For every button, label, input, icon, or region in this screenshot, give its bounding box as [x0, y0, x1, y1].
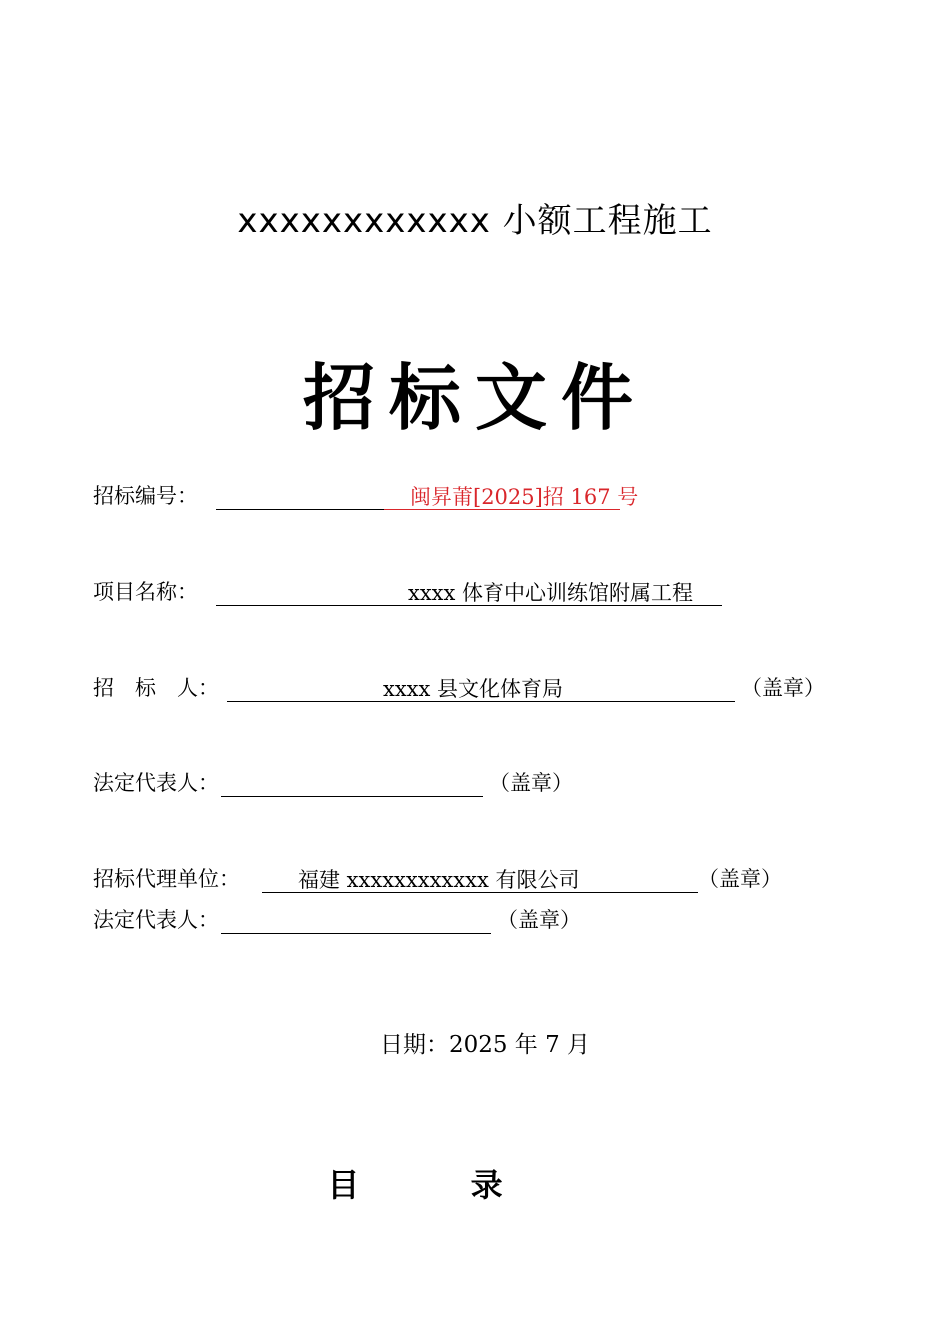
tenderer-value: xxxx 县文化体育局: [383, 677, 564, 701]
document-date: 日期：2025 年 7 月: [379, 1032, 591, 1058]
legal-rep-row-1: [93, 767, 573, 797]
legal-rep-seal-2: （盖章）: [497, 908, 581, 932]
document-title: 招标文件: [302, 356, 647, 440]
agency-field: [262, 868, 698, 893]
agency-label: 招标代理单位：: [93, 867, 240, 891]
legal-rep-seal-1: （盖章）: [489, 771, 573, 795]
project-name-label: 项目名称：: [93, 580, 198, 604]
tenderer-label: 招 标 人：: [93, 676, 219, 700]
toc-heading: 目 录: [327, 1166, 553, 1204]
legal-rep-label-1: 法定代表人：: [93, 771, 219, 795]
legal-rep-field-1: [221, 772, 483, 797]
bid-number-blank: [216, 485, 384, 510]
project-subtitle: xxxxxxxxxxxx 小额工程施工: [237, 201, 713, 241]
legal-rep-field-2: [221, 909, 491, 934]
bid-number-label: 招标编号：: [93, 484, 198, 508]
project-name-value: xxxx 体育中心训练馆附属工程: [408, 581, 694, 605]
bid-number-field: [384, 485, 639, 510]
bid-number-value: 闽昇莆[2025]招 167 号: [410, 485, 639, 509]
project-name-field: [216, 581, 722, 606]
tenderer-seal: （盖章）: [741, 676, 825, 700]
legal-rep-label-2: 法定代表人：: [93, 908, 219, 932]
project-name-row: [93, 576, 722, 606]
agency-seal: （盖章）: [698, 867, 782, 891]
agency-row: [93, 863, 782, 893]
bid-number-row: [93, 480, 639, 510]
agency-value: 福建 xxxxxxxxxxxx 有限公司: [298, 868, 580, 892]
tenderer-row: [93, 672, 825, 702]
tenderer-field: [227, 677, 735, 702]
legal-rep-row-2: [93, 904, 581, 934]
